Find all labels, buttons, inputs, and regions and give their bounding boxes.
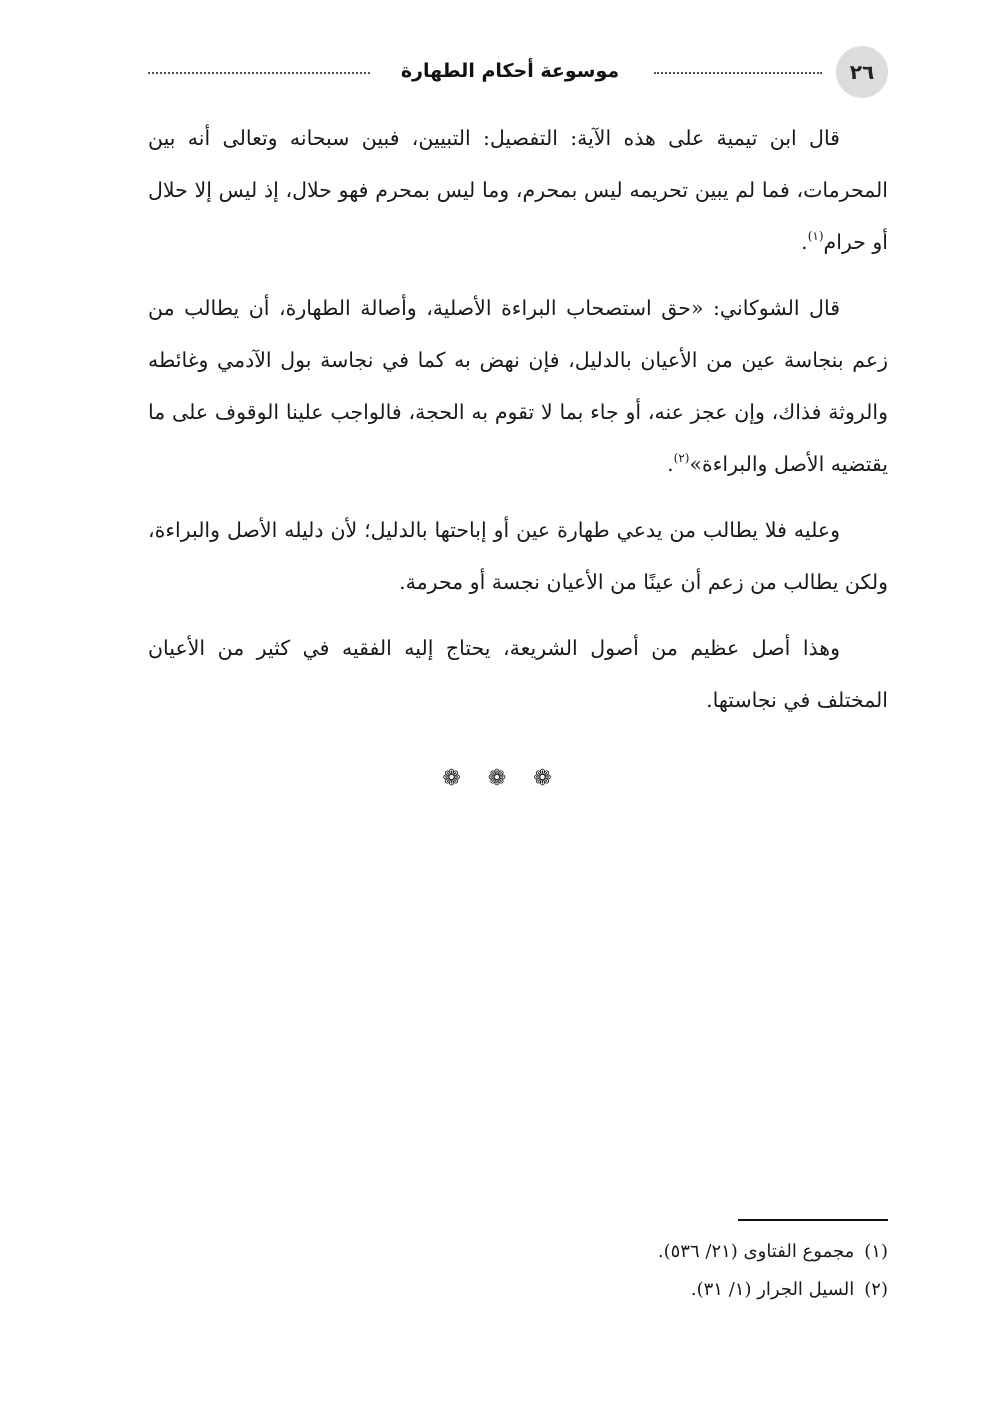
footnote-ref[interactable]: (١) [807,229,824,243]
page-header [148,46,888,98]
footnote-ref[interactable]: (٢) [673,451,690,465]
paragraph-text: قال ابن تيمية على هذه الآية: التفصيل: التبيين، فبين سبحانه وتعالى أنه بين المحرمات، فما لم يبين تحريمه ليس بمحرم، وما ليس بمحرم فهو حلال، إذ ليس إلا حلال أو حرام [148,126,888,254]
paragraph-text: وعليه فلا يطالب من يدعي طهارة عين أو إباحتها بالدليل؛ لأن دليله الأصل والبراءة، ولكن يطالب من زعم أن عينًا من الأعيان نجسة أو محرمة. [148,518,888,594]
header-dotted-rule-right [654,72,822,74]
paragraph-punctuation: . [667,452,674,476]
footnote-number: (٢) [864,1279,888,1300]
paragraph-principle [148,622,888,726]
page-number: ٢٦ [836,46,888,98]
paragraph-text: قال الشوكاني: «حق استصحاب البراءة الأصلية، وأصالة الطهارة، أن يطالب من زعم بنجاسة عين من الأعيان بالدليل، فإن نهض به كما في نجاسة بول الآدمي وغائطه والروثة فذاك، وإن عجز عنه، أو جاء بما لا تقوم به الحجة، فالواجب علينا الوقوف على ما يقتضيه الأصل والبراءة» [148,296,888,476]
running-title: موسوعة أحكام الطهارة [400,60,620,82]
paragraph-ibn-taymiyyah [148,112,888,268]
footnotes [148,1233,888,1309]
footnote-item [148,1233,888,1271]
footnote-divider [738,1219,888,1221]
footnote-item [148,1271,888,1309]
section-separator-flowers: ❁ ❁ ❁ [442,766,562,791]
footnote-text: مجموع الفتاوى (٢١/ ٥٣٦). [657,1241,855,1262]
header-dotted-rule-left [148,72,370,74]
paragraph-shawkani [148,282,888,490]
paragraph-conclusion [148,504,888,608]
footnote-number: (١) [864,1241,888,1262]
footnote-text: السيل الجرار (١/ ٣١). [690,1279,855,1300]
paragraph-punctuation: . [801,230,808,254]
main-text [148,112,888,740]
paragraph-text: وهذا أصل عظيم من أصول الشريعة، يحتاج إليه الفقيه في كثير من الأعيان المختلف في نجاستها. [148,636,888,712]
